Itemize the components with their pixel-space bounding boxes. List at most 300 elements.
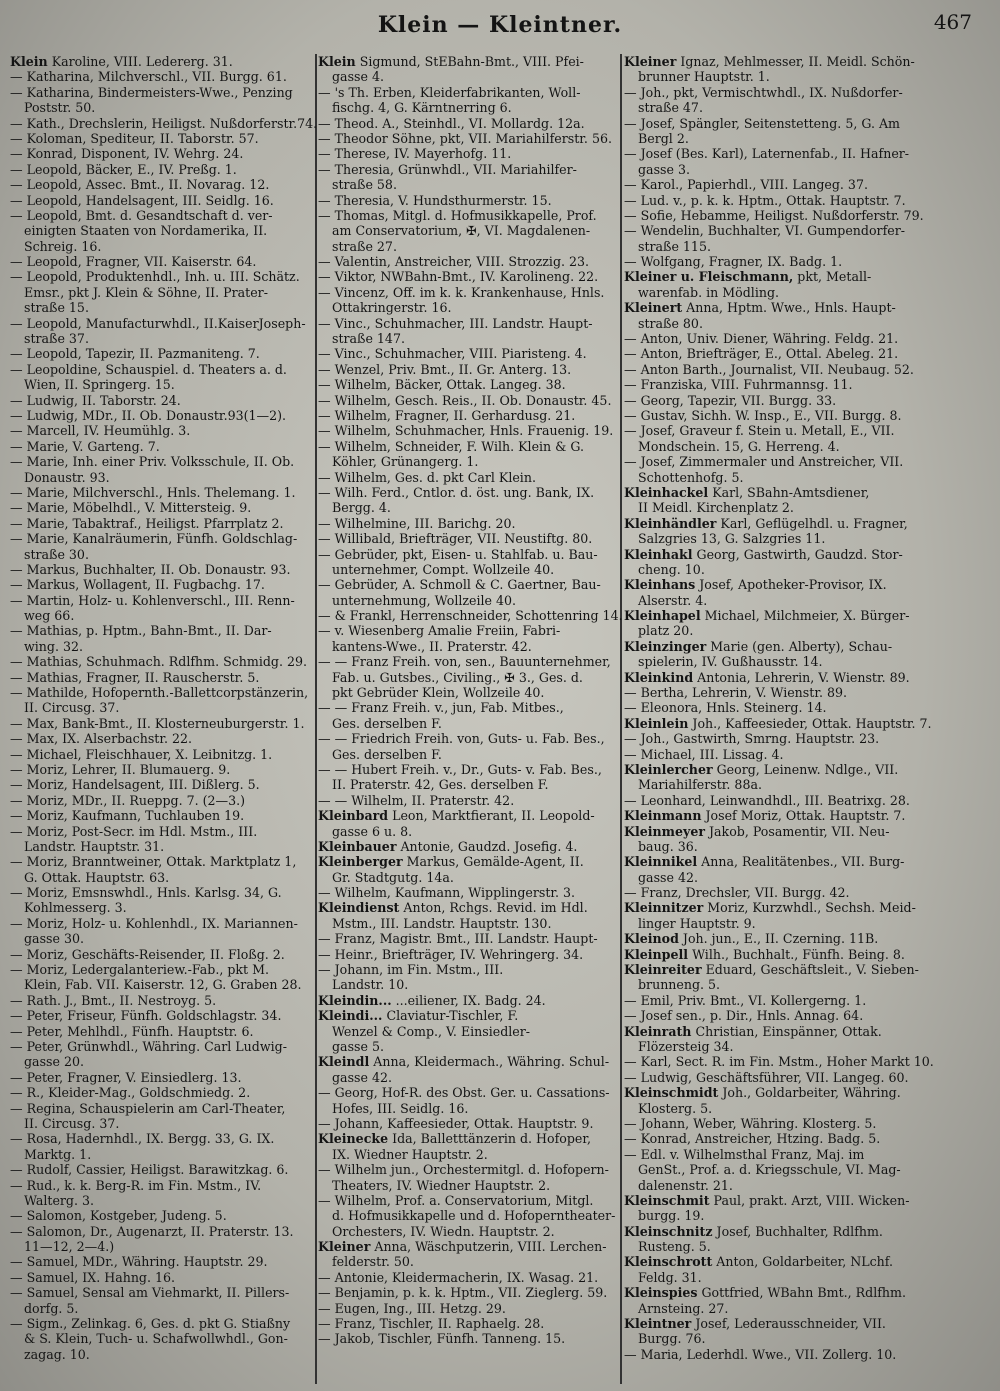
directory-entry-line xyxy=(624,1008,994,1023)
entry-text: straße 15. xyxy=(24,300,89,316)
directory-entry-line xyxy=(624,700,994,715)
directory-entry-line xyxy=(624,931,994,946)
directory-entry-line xyxy=(624,1054,994,1069)
entry-text: — Valentin, Anstreicher, VIII. Strozzig. 23. xyxy=(318,254,590,270)
entry-text: Ges. derselben F. xyxy=(332,715,442,731)
entry-text: — Leopoldine, Schauspiel. d. Theaters a. d. xyxy=(10,361,287,377)
directory-entry-line xyxy=(318,854,632,869)
surname-heading: Kleinschmit xyxy=(624,1192,710,1208)
directory-entry-line xyxy=(318,577,632,592)
surname-heading: Kleinlein xyxy=(624,715,689,731)
directory-entry-line xyxy=(318,300,632,315)
entry-text: — Wenzel, Priv. Bmt., II. Gr. Anterg. 13. xyxy=(318,361,572,377)
entry-text: burgg. 19. xyxy=(638,1208,705,1224)
entry-text: — Georg, Tapezir, VII. Burgg. 33. xyxy=(624,392,837,408)
directory-entry-line xyxy=(10,439,324,454)
entry-text: — Wendelin, Buchhalter, VI. Gumpendorfer- xyxy=(624,223,905,239)
entry-text: baug. 36. xyxy=(638,838,698,854)
directory-entry-line xyxy=(624,1193,994,1208)
directory-entry-line xyxy=(318,993,632,1008)
entry-text: Christian, Einspänner, Ottak. xyxy=(691,1023,882,1039)
entry-text: — Thomas, Mitgl. d. Hofmusikkapelle, Prof. xyxy=(318,207,597,223)
directory-entry-line xyxy=(318,54,632,69)
entry-text: — Michael, Fleischhauer, X. Leibnitzg. 1. xyxy=(10,746,273,762)
entry-text: — Johann, Kaffeesieder, Ottak. Hauptstr. 9. xyxy=(318,1115,594,1131)
directory-entry-line xyxy=(624,285,994,300)
directory-entry-line xyxy=(318,793,632,808)
entry-text: Landstr. Hauptstr. 31. xyxy=(24,838,165,854)
directory-entry-line xyxy=(624,731,994,746)
directory-entry-line xyxy=(624,670,994,685)
entry-text: — Wilhelm, Schuhmacher, Hnls. Frauenig. 19. xyxy=(318,423,614,439)
directory-entry-line xyxy=(318,654,632,669)
entry-text: Emsr., pkt J. Klein & Söhne, II. Prater- xyxy=(24,284,268,300)
directory-entry-line xyxy=(10,162,324,177)
surname-heading: Kleinberger xyxy=(318,854,403,870)
directory-entry-line xyxy=(318,839,632,854)
directory-entry-line xyxy=(318,239,632,254)
surname-heading: Kleinhakl xyxy=(624,546,693,562)
entry-text: — Wilhelm, Kaufmann, Wipplingerstr. 3. xyxy=(318,885,576,901)
entry-text: — Wilhelm jun., Orchestermitgl. d. Hofopern- xyxy=(318,1162,609,1178)
entry-text: cheng. 10. xyxy=(638,561,705,577)
entry-text: Wilh., Buchhalt., Fünfh. Being. 8. xyxy=(688,946,905,962)
directory-entry-line xyxy=(318,1101,632,1116)
directory-entry-line xyxy=(318,716,632,731)
entry-text: straße 27. xyxy=(332,238,397,254)
entry-text: Klein, Fab. VII. Kaiserstr. 12, G. Graben 28. xyxy=(24,977,302,993)
directory-entry-line xyxy=(10,454,324,469)
directory-entry-line xyxy=(10,146,324,161)
directory-entry-line xyxy=(10,1239,324,1254)
entry-text: brunneng. 5. xyxy=(638,977,721,993)
directory-entry-line xyxy=(624,854,994,869)
directory-entry-line xyxy=(10,1085,324,1100)
entry-text: — Michael, III. Lissag. 4. xyxy=(624,746,784,762)
directory-entry-line xyxy=(624,1101,994,1116)
directory-entry-line xyxy=(624,947,994,962)
entry-text: Schottenhofg. 5. xyxy=(638,469,744,485)
directory-entry-line xyxy=(624,793,994,808)
directory-entry-line xyxy=(318,947,632,962)
entry-text: — Katharina, Milchverschl., VII. Burgg. 61. xyxy=(10,69,287,85)
directory-entry-line xyxy=(10,747,324,762)
directory-entry-line xyxy=(10,1131,324,1146)
surname-heading: Kleinschmidt xyxy=(624,1085,719,1101)
entry-text: — Markus, Wollagent, II. Fugbachg. 17. xyxy=(10,577,265,593)
directory-entry-line xyxy=(318,285,632,300)
entry-text: Mariahilferstr. 88a. xyxy=(638,777,762,793)
entry-text: gasse 42. xyxy=(638,869,698,885)
directory-entry-line xyxy=(624,1131,994,1146)
surname-heading: Kleinert xyxy=(624,300,683,316)
directory-entry-line xyxy=(10,808,324,823)
directory-entry-line xyxy=(318,439,632,454)
entry-text: — Therese, IV. Mayerhofg. 11. xyxy=(318,146,512,162)
directory-entry-line xyxy=(624,1331,994,1346)
directory-entry-line xyxy=(318,747,632,762)
entry-text: — Kath., Drechslerin, Heiligst. Nußdorferstr.74. xyxy=(10,115,318,131)
directory-entry-line xyxy=(624,1039,994,1054)
surname-heading: Kleinnitzer xyxy=(624,900,704,916)
entry-text: Karoline, VIII. Ledererg. 31. xyxy=(47,54,233,69)
entry-text: — Katharina, Bindermeisters-Wwe., Penzing xyxy=(10,84,293,100)
surname-heading: Kleinzinger xyxy=(624,638,707,654)
entry-text: — R., Kleider-Mag., Goldschmiedg. 2. xyxy=(10,1085,251,1101)
column-2 xyxy=(318,54,632,1347)
entry-text: Joh., Goldarbeiter, Währing. xyxy=(718,1085,901,1101)
directory-entry-line xyxy=(318,1070,632,1085)
directory-entry-line xyxy=(624,716,994,731)
directory-entry-line xyxy=(318,885,632,900)
directory-entry-line xyxy=(624,1070,994,1085)
surname-heading: Kleindi... xyxy=(318,1008,383,1024)
directory-entry-line xyxy=(318,916,632,931)
entry-text: — Moriz, Branntweiner, Ottak. Marktplatz 1, xyxy=(10,854,297,870)
entry-text: — Martin, Holz- u. Kohlenverschl., III. Renn- xyxy=(10,592,295,608)
directory-entry-line xyxy=(10,1024,324,1039)
directory-entry-line xyxy=(10,1331,324,1346)
entry-text: — Eleonora, Hnls. Steinerg. 14. xyxy=(624,700,827,716)
entry-text: — Marie, V. Garteng. 7. xyxy=(10,438,160,454)
directory-entry-line xyxy=(318,1024,632,1039)
entry-text: — Franziska, VIII. Fuhrmannsg. 11. xyxy=(624,377,853,393)
directory-entry-line xyxy=(624,470,994,485)
entry-text: Wien, II. Springerg. 15. xyxy=(24,377,175,393)
directory-entry-line xyxy=(624,131,994,146)
entry-text: II. Circusg. 37. xyxy=(24,1115,120,1131)
entry-text: unternehmung, Wollzeile 40. xyxy=(332,592,517,608)
entry-text: — Wolfgang, Fragner, IX. Badg. 1. xyxy=(624,254,843,270)
directory-entry-line xyxy=(624,300,994,315)
directory-entry-line xyxy=(10,116,324,131)
entry-text: — Wilhelm, Prof. a. Conservatorium, Mitgl. xyxy=(318,1192,594,1208)
directory-entry-line xyxy=(318,1254,632,1269)
entry-text: dalenenstr. 21. xyxy=(638,1177,733,1193)
directory-entry-line xyxy=(624,1085,994,1100)
directory-entry-line xyxy=(10,1193,324,1208)
directory-entry-line xyxy=(624,962,994,977)
entry-text: — Moriz, Post-Secr. im Hdl. Mstm., III. xyxy=(10,823,258,839)
entry-text: — Salomon, Kostgeber, Judeng. 5. xyxy=(10,1208,227,1224)
directory-entry-line xyxy=(10,208,324,223)
directory-entry-line xyxy=(10,423,324,438)
directory-entry-line xyxy=(624,747,994,762)
directory-entry-line xyxy=(10,531,324,546)
directory-entry-line xyxy=(318,1008,632,1023)
directory-entry-line xyxy=(624,439,994,454)
directory-entry-line xyxy=(10,1316,324,1331)
entry-text: Antonie, Gaudzd. Josefig. 4. xyxy=(396,838,578,854)
surname-heading: Kleinreiter xyxy=(624,962,702,978)
directory-entry-line xyxy=(318,1131,632,1146)
directory-entry-line xyxy=(10,362,324,377)
entry-text: Orchesters, IV. Wiedn. Hauptstr. 2. xyxy=(332,1223,555,1239)
entry-text: Anna, Hptm. Wwe., Hnls. Haupt- xyxy=(682,300,896,316)
entry-text: — Rath. J., Bmt., II. Nestroyg. 5. xyxy=(10,992,217,1008)
directory-entry-line xyxy=(318,900,632,915)
surname-heading: Klein xyxy=(10,54,48,69)
entry-text: straße 115. xyxy=(638,238,711,254)
entry-text: Rusteng. 5. xyxy=(638,1239,711,1255)
directory-entry-line xyxy=(318,1162,632,1177)
directory-entry-line xyxy=(624,408,994,423)
directory-entry-line xyxy=(318,269,632,284)
directory-entry-line xyxy=(318,208,632,223)
entry-text: Fab. u. Gutsbes., Civiling., ✠ 3., Ges. d. xyxy=(332,669,583,685)
directory-entry-line xyxy=(624,362,994,377)
directory-entry-line xyxy=(10,931,324,946)
entry-text: Michael, Milchmeier, X. Bürger- xyxy=(700,608,910,624)
directory-entry-line xyxy=(318,731,632,746)
directory-entry-line xyxy=(10,331,324,346)
directory-entry-line xyxy=(624,977,994,992)
entry-text: — Maria, Lederhdl. Wwe., VII. Zollerg. 10. xyxy=(624,1346,897,1362)
entry-text: — Leopold, Assec. Bmt., II. Novarag. 12. xyxy=(10,177,270,193)
directory-entry-line xyxy=(10,316,324,331)
directory-entry-line xyxy=(624,146,994,161)
surname-heading: Kleinhändler xyxy=(624,515,717,531)
entry-text: — Theresia, V. Hundsthurmerstr. 15. xyxy=(318,192,552,208)
directory-entry-line xyxy=(10,623,324,638)
entry-text: — Koloman, Spediteur, II. Taborstr. 57. xyxy=(10,130,259,146)
directory-entry-line xyxy=(624,1254,994,1269)
entry-text: gasse 30. xyxy=(24,931,84,947)
directory-entry-line xyxy=(10,346,324,361)
entry-text: — Samuel, MDr., Währing. Hauptstr. 29. xyxy=(10,1254,268,1270)
surname-heading: Kleindl xyxy=(318,1054,370,1070)
directory-entry-line xyxy=(318,762,632,777)
entry-text: Poststr. 50. xyxy=(24,100,96,116)
surname-heading: Kleinecke xyxy=(318,1131,389,1147)
directory-entry-line xyxy=(318,1193,632,1208)
directory-entry-line xyxy=(10,254,324,269)
directory-entry-line xyxy=(318,116,632,131)
entry-text: Josef, Lederausschneider, VII. xyxy=(691,1316,886,1332)
directory-entry-line xyxy=(10,500,324,515)
entry-text: — — Friedrich Freih. von, Guts- u. Fab. Bes., xyxy=(318,731,605,747)
entry-text: — Max, Bank-Bmt., II. Klosterneuburgerstr. 1. xyxy=(10,715,305,731)
directory-entry-line xyxy=(624,608,994,623)
entry-text: Markus, Gemälde-Agent, II. xyxy=(402,854,584,870)
running-title: Klein — Kleintner. xyxy=(377,12,623,38)
entry-text: & S. Klein, Tuch- u. Schafwollwhdl., Gon- xyxy=(24,1331,288,1347)
entry-text: — Antonie, Kleidermacherin, IX. Wasag. 21. xyxy=(318,1269,599,1285)
directory-entry-line xyxy=(318,454,632,469)
surname-heading: Kleinod xyxy=(624,931,679,947)
entry-text: Josef Moriz, Ottak. Hauptstr. 7. xyxy=(701,808,906,824)
directory-entry-line xyxy=(624,269,994,284)
entry-text: — Benjamin, p. k. k. Hptm., VII. Zieglerg. 59. xyxy=(318,1285,608,1301)
entry-text: Leon, Marktfierant, II. Leopold- xyxy=(388,808,595,824)
directory-entry-line xyxy=(624,85,994,100)
directory-entry-line xyxy=(624,531,994,546)
entry-text: II. Praterstr. 42, Ges. derselben F. xyxy=(332,777,549,793)
entry-text: Marie (gen. Alberty), Schau- xyxy=(706,638,893,654)
entry-text: — Moriz, MDr., II. Rueppg. 7. (2—3.) xyxy=(10,792,246,808)
entry-text: — Josef (Bes. Karl), Laternenfab., II. Hafner- xyxy=(624,146,910,162)
entry-text: — Samuel, Sensal am Viehmarkt, II. Pillers- xyxy=(10,1285,290,1301)
entry-text: — Josef sen., p. Dir., Hnls. Annag. 64. xyxy=(624,1008,864,1024)
directory-entry-line xyxy=(318,670,632,685)
directory-entry-line xyxy=(318,777,632,792)
directory-entry-line xyxy=(624,824,994,839)
directory-entry-line xyxy=(318,254,632,269)
entry-text: — Leopold, Fragner, VII. Kaiserstr. 64. xyxy=(10,254,257,270)
entry-text: — Edl. v. Wilhelmsthal Franz, Maj. im xyxy=(624,1146,865,1162)
directory-entry-line xyxy=(10,223,324,238)
directory-entry-line xyxy=(10,131,324,146)
directory-entry-line xyxy=(318,1331,632,1346)
entry-text: Moriz, Kurzwhdl., Sechsh. Meid- xyxy=(703,900,916,916)
directory-entry-line xyxy=(10,700,324,715)
entry-text: Ignaz, Mehlmesser, II. Meidl. Schön- xyxy=(676,54,915,69)
directory-entry-line xyxy=(10,69,324,84)
directory-entry-line xyxy=(10,839,324,854)
directory-entry-line xyxy=(624,331,994,346)
entry-text: — Mathias, Schuhmach. Rdlfhm. Schmidg. 29. xyxy=(10,654,308,670)
entry-text: Schreig. 16. xyxy=(24,238,102,254)
directory-entry-line xyxy=(624,193,994,208)
directory-entry-line xyxy=(10,1347,324,1362)
entry-text: kantens-Wwe., II. Praterstr. 42. xyxy=(332,638,532,654)
directory-entry-line xyxy=(10,993,324,1008)
entry-text: warenfab. in Mödling. xyxy=(638,284,780,300)
entry-text: Ges. derselben F. xyxy=(332,746,442,762)
entry-text: — v. Wiesenberg Amalie Freiin, Fabri- xyxy=(318,623,561,639)
entry-text: — Leopold, Handelsagent, III. Seidlg. 16. xyxy=(10,192,274,208)
entry-text: — Theod. A., Steinhdl., VI. Mollardg. 12a. xyxy=(318,115,585,131)
directory-entry-line xyxy=(10,239,324,254)
entry-text: Alserstr. 4. xyxy=(638,592,708,608)
entry-text: — Joh., pkt, Vermischtwhdl., IX. Nußdorfer- xyxy=(624,84,903,100)
entry-text: Sigmund, StEBahn-Bmt., VIII. Pfei- xyxy=(355,54,584,69)
directory-entry-line xyxy=(318,623,632,638)
directory-entry-line xyxy=(318,931,632,946)
entry-text: Gottfried, WBahn Bmt., Rdlfhm. xyxy=(697,1285,906,1301)
entry-text: — Marcell, IV. Heumühlg. 3. xyxy=(10,423,191,439)
directory-entry-line xyxy=(10,516,324,531)
entry-text: — Leonhard, Leinwandhdl., III. Beatrixg. 28. xyxy=(624,792,910,808)
entry-text: — Moriz, Lehrer, II. Blumauerg. 9. xyxy=(10,761,231,777)
entry-text: Gr. Stadtgutg. 14a. xyxy=(332,869,454,885)
entry-text: dorfg. 5. xyxy=(24,1300,79,1316)
surname-heading: Kleiner u. Fleischmann, xyxy=(624,269,794,285)
entry-text: 11—12, 2—4.) xyxy=(24,1239,115,1255)
directory-entry-line xyxy=(624,885,994,900)
directory-entry-line xyxy=(624,639,994,654)
directory-entry-line xyxy=(624,1239,994,1254)
directory-entry-line xyxy=(318,808,632,823)
directory-entry-line xyxy=(318,1224,632,1239)
entry-text: — Vinc., Schuhmacher, III. Landstr. Haupt- xyxy=(318,315,593,331)
surname-heading: Kleinschnitz xyxy=(624,1223,713,1239)
entry-text: — Marie, Kanalräumerin, Fünfh. Goldschlag- xyxy=(10,531,298,547)
directory-entry-line xyxy=(10,670,324,685)
entry-text: — Samuel, IX. Hahng. 16. xyxy=(10,1269,176,1285)
entry-text: — Leopold, Bmt. d. Gesandtschaft d. ver- xyxy=(10,207,273,223)
entry-text: — Heinr., Briefträger, IV. Wehringerg. 34. xyxy=(318,946,584,962)
directory-entry-line xyxy=(624,777,994,792)
directory-entry-line xyxy=(10,593,324,608)
surname-heading: Kleinmeyer xyxy=(624,823,705,839)
directory-entry-line xyxy=(318,100,632,115)
entry-text: — Leopold, Manufacturwhdl., II.KaiserJoseph- xyxy=(10,315,306,331)
entry-text: — Eugen, Ing., III. Hetzg. 29. xyxy=(318,1300,506,1316)
column-1 xyxy=(10,54,324,1362)
directory-entry-line xyxy=(318,977,632,992)
directory-entry-line xyxy=(624,1285,994,1300)
surname-heading: Kleinhackel xyxy=(624,484,709,500)
entry-text: gasse 42. xyxy=(332,1069,392,1085)
directory-entry-line xyxy=(318,593,632,608)
entry-text: straße 47. xyxy=(638,100,703,116)
column-3 xyxy=(624,54,994,1362)
directory-entry-line xyxy=(10,793,324,808)
surname-heading: Kleiner xyxy=(624,54,677,69)
surname-heading: Kleintner xyxy=(624,1316,692,1332)
directory-entry-line xyxy=(318,639,632,654)
directory-entry-line xyxy=(624,54,994,69)
entry-text: straße 37. xyxy=(24,331,89,347)
entry-text: — Mathilde, Hofopernth.-Ballettcorpstänzerin, xyxy=(10,685,309,701)
entry-text: — Leopold, Produktenhdl., Inh. u. III. Schätz. xyxy=(10,269,300,285)
entry-text: Ottakringerstr. 16. xyxy=(332,300,452,316)
directory-entry-line xyxy=(624,808,994,823)
entry-text: Josef, Buchhalter, Rdlfhm. xyxy=(712,1223,883,1239)
entry-text: — Marie, Milchverschl., Hnls. Thelemang. 1. xyxy=(10,484,296,500)
entry-text: Joh. jun., E., II. Czerning. 11B. xyxy=(678,931,879,947)
entry-text: — Viktor, NWBahn-Bmt., IV. Karolineng. 22. xyxy=(318,269,599,285)
entry-text: gasse 20. xyxy=(24,1054,84,1070)
directory-entry-line xyxy=(10,870,324,885)
directory-entry-line xyxy=(318,223,632,238)
entry-text: — Konrad, Disponent, IV. Wehrg. 24. xyxy=(10,146,244,162)
entry-text: — 's Th. Erben, Kleiderfabrikanten, Woll- xyxy=(318,84,581,100)
directory-entry-line xyxy=(10,1101,324,1116)
directory-entry-line xyxy=(10,608,324,623)
surname-heading: Kleiner xyxy=(318,1239,371,1255)
surname-heading: Kleindienst xyxy=(318,900,400,916)
surname-heading: Kleinhapel xyxy=(624,608,701,624)
directory-entry-line xyxy=(624,562,994,577)
entry-text: — Wilhelm, Schneider, F. Wilh. Klein & G. xyxy=(318,438,584,454)
entry-text: II Meidl. Kirchenplatz 2. xyxy=(638,500,794,516)
directory-entry-line xyxy=(10,1285,324,1300)
entry-text: Anna, Kleidermach., Währing. Schul- xyxy=(369,1054,610,1070)
directory-entry-line xyxy=(624,1024,994,1039)
entry-text: GenSt., Prof. a. d. Kriegsschule, VI. Mag- xyxy=(638,1162,901,1178)
directory-entry-line xyxy=(624,839,994,854)
entry-text: — Rosa, Hadernhdl., IX. Bergg. 33, G. IX. xyxy=(10,1131,275,1147)
page-header xyxy=(0,10,1000,48)
entry-text: Köhler, Grünangerg. 1. xyxy=(332,454,479,470)
entry-text: — Anton Barth., Journalist, VII. Neubaug. 52. xyxy=(624,361,914,377)
directory-entry-line xyxy=(318,516,632,531)
directory-entry-line xyxy=(624,1347,994,1362)
entry-text: — Georg, Hof-R. des Obst. Ger. u. Cassations- xyxy=(318,1085,610,1101)
directory-entry-line xyxy=(624,1224,994,1239)
entry-text: straße 80. xyxy=(638,315,703,331)
directory-entry-line xyxy=(10,1070,324,1085)
directory-entry-line xyxy=(624,1301,994,1316)
entry-text: — Moriz, Kaufmann, Tuchlauben 19. xyxy=(10,808,245,824)
entry-text: Flözersteig 34. xyxy=(638,1039,734,1054)
directory-entry-line xyxy=(10,639,324,654)
directory-entry-line xyxy=(10,393,324,408)
entry-text: Theaters, IV. Wiedner Hauptstr. 2. xyxy=(332,1177,551,1193)
entry-text: — Wilhelmine, III. Barichg. 20. xyxy=(318,515,516,531)
